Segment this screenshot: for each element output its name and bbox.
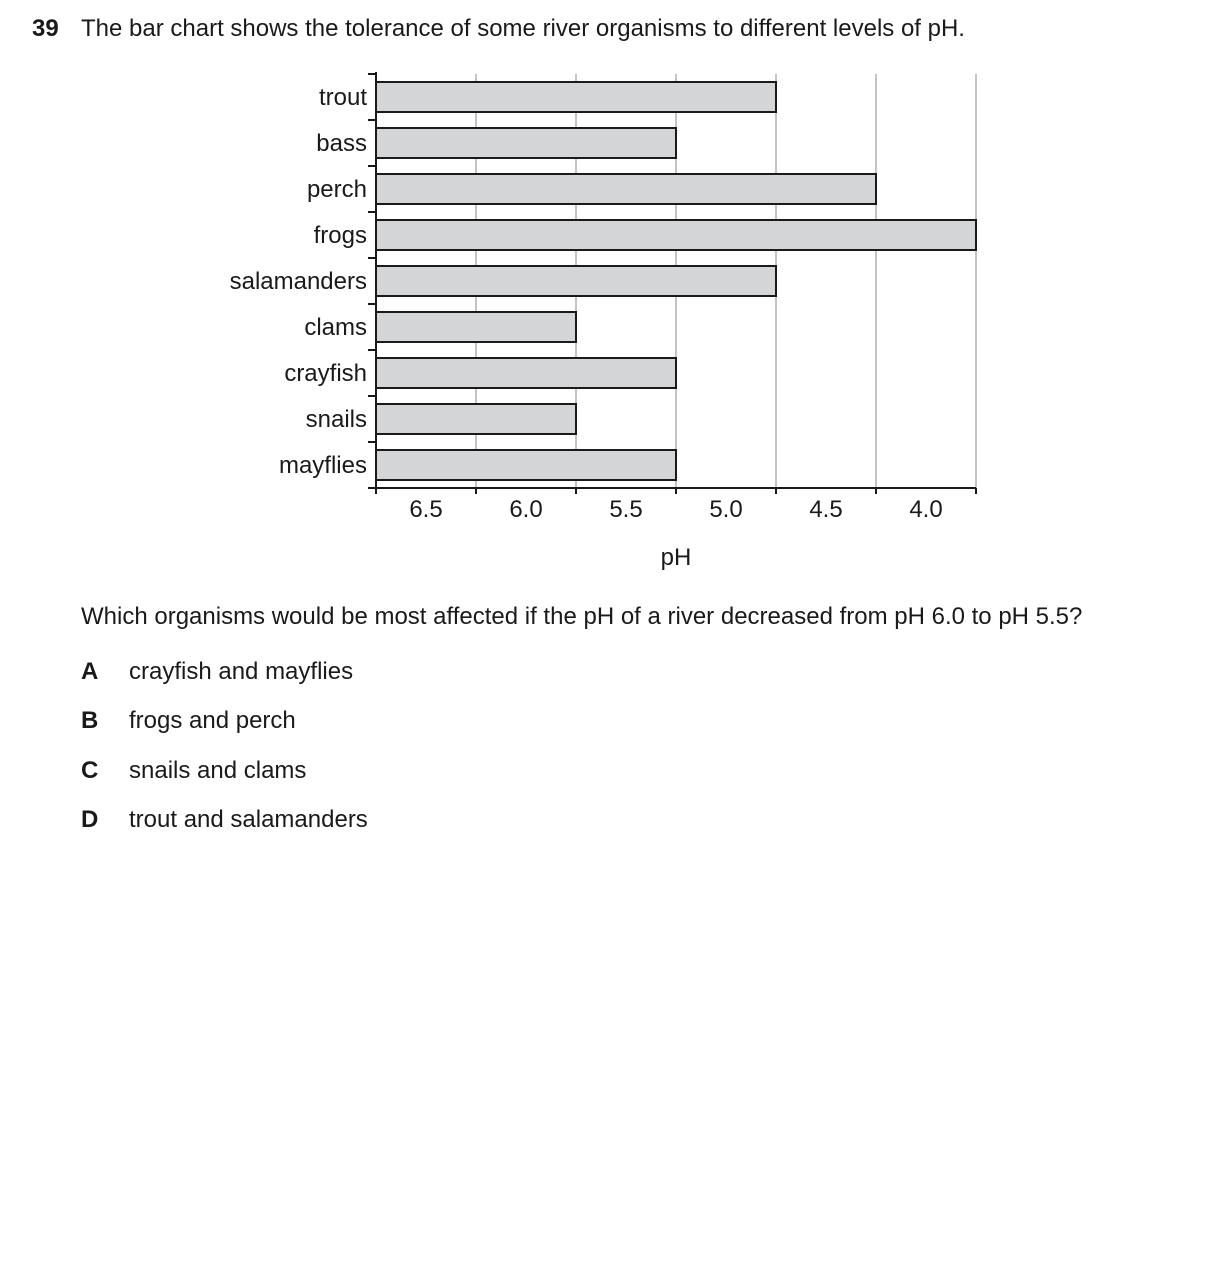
x-tick-label: 6.5 — [409, 496, 443, 523]
x-tick-label: 4.0 — [909, 496, 943, 523]
x-tick-label: 5.0 — [709, 496, 743, 523]
ph-tolerance-bar-chart — [0, 0, 1209, 590]
category-label: perch — [306, 176, 367, 203]
option-letter: D — [81, 806, 99, 833]
option-text: snails and clams — [129, 757, 307, 784]
question-stem: The bar chart shows the tolerance of some river organisms to different levels of pH. — [81, 15, 965, 42]
question-prompt: Which organisms would be most affected if the pH of a river decreased from pH 6.0 to pH 5.5? — [81, 603, 1083, 630]
category-label: clams — [304, 314, 367, 341]
category-label: crayfish — [284, 360, 367, 387]
bar-frogs — [376, 220, 976, 250]
option-b[interactable] — [81, 706, 296, 736]
bar-perch — [376, 174, 876, 204]
option-c[interactable] — [81, 756, 306, 786]
category-label: bass — [316, 130, 367, 157]
option-text: trout and salamanders — [129, 806, 368, 833]
option-letter: B — [81, 707, 99, 734]
category-label: trout — [318, 84, 367, 111]
option-text: frogs and perch — [129, 707, 296, 734]
bar-crayfish — [376, 358, 676, 388]
option-text: crayfish and mayflies — [129, 658, 354, 685]
x-tick-label: 4.5 — [809, 496, 843, 523]
question-number: 39 — [32, 15, 59, 42]
bar-snails — [376, 404, 576, 434]
bar-salamanders — [376, 266, 776, 296]
x-tick-label: 6.0 — [509, 496, 543, 523]
option-letter: C — [81, 757, 99, 784]
bar-trout — [376, 82, 776, 112]
option-d[interactable] — [81, 805, 368, 835]
category-label: snails — [305, 406, 367, 433]
category-label: mayflies — [278, 452, 367, 479]
x-axis-title: pH — [660, 544, 692, 571]
category-label: frogs — [313, 222, 367, 249]
bar-mayflies — [376, 450, 676, 480]
option-a[interactable] — [81, 657, 353, 687]
bar-bass — [376, 128, 676, 158]
option-letter: A — [81, 658, 99, 685]
x-tick-label: 5.5 — [609, 496, 643, 523]
bar-clams — [376, 312, 576, 342]
category-label: salamanders — [229, 268, 367, 295]
